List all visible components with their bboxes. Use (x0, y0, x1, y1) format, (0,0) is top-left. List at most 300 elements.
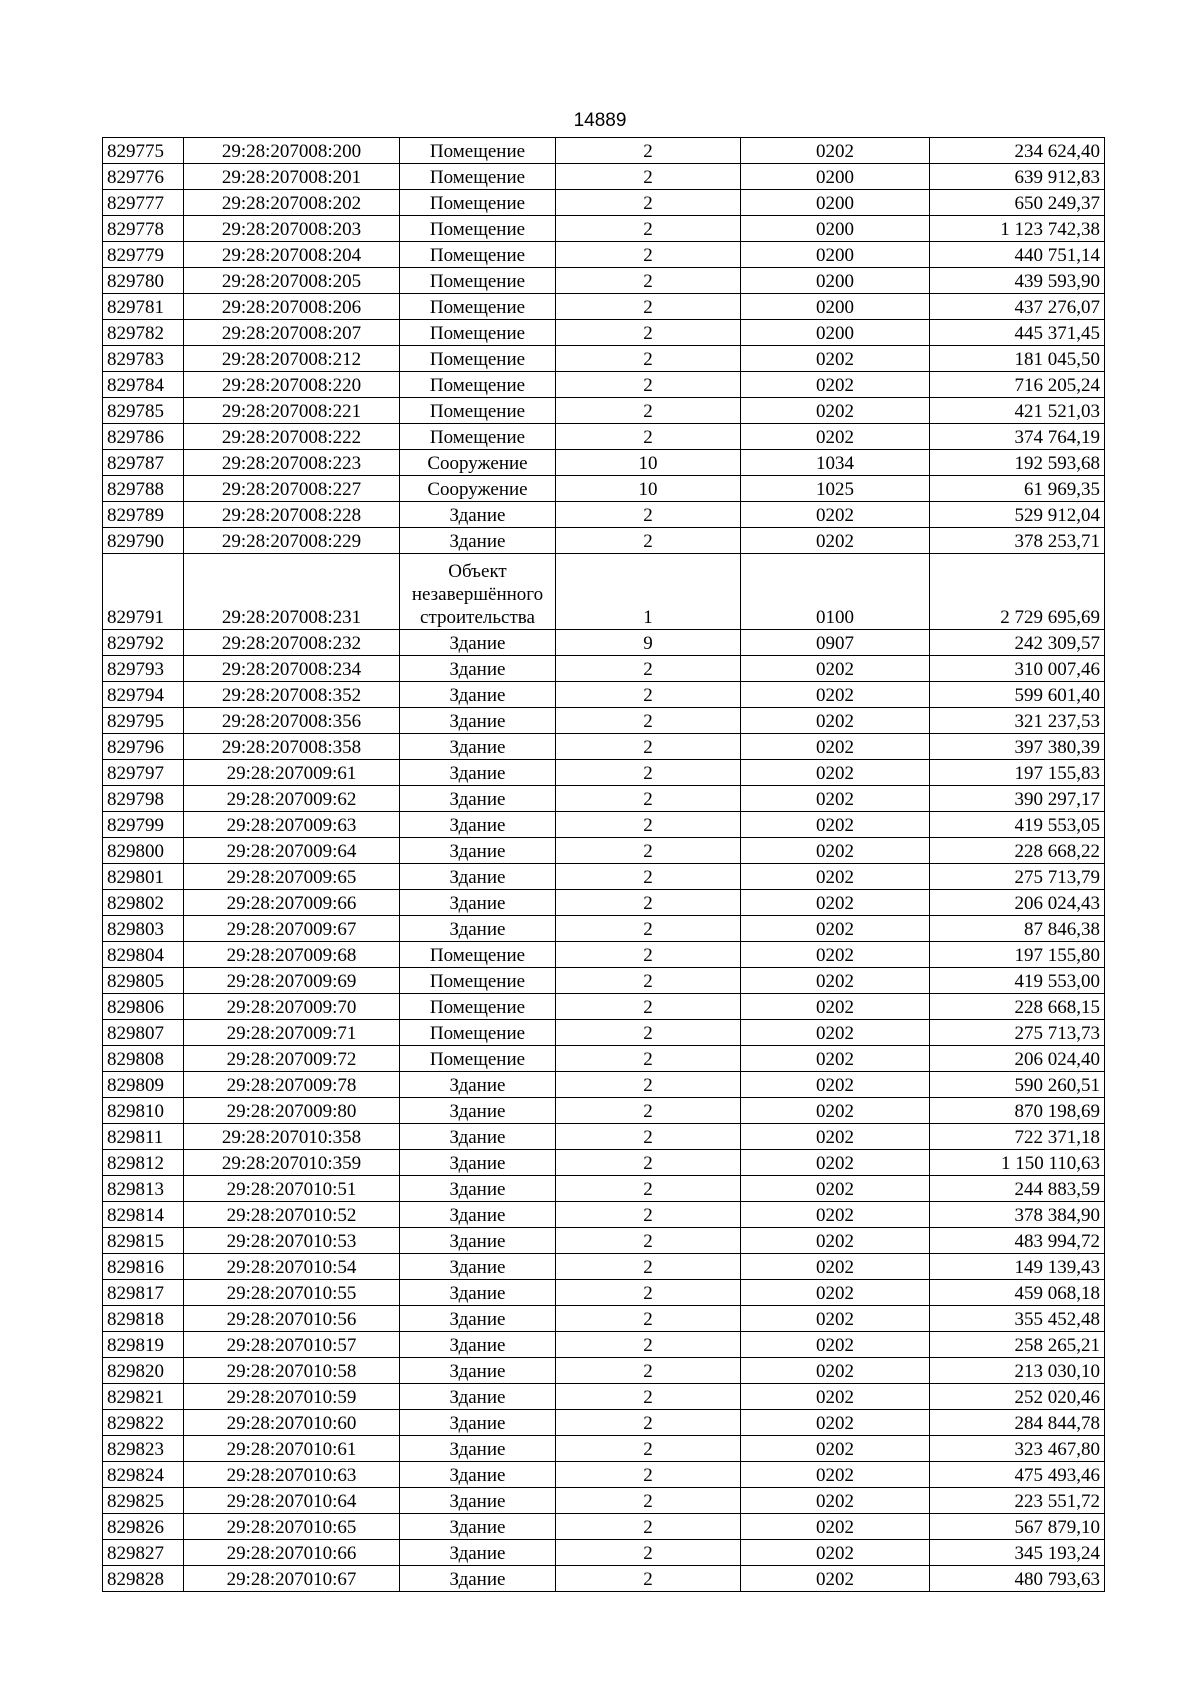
table-row (103, 1046, 1105, 1072)
table-row (103, 1332, 1105, 1358)
object-type-cell: Помещение (400, 968, 556, 994)
cadastral-number-cell: 29:28:207009:65 (184, 864, 400, 890)
row-id-cell: 829812 (103, 1150, 184, 1176)
table-row (103, 1410, 1105, 1436)
object-type-cell: Сооружение (400, 476, 556, 502)
table-row (103, 942, 1105, 968)
group-cell: 2 (556, 190, 741, 216)
cadastral-value-cell: 323 467,80 (930, 1436, 1105, 1462)
object-type-cell: Здание (400, 1098, 556, 1124)
object-type-cell: Здание (400, 916, 556, 942)
cadastral-value-cell: 258 265,21 (930, 1332, 1105, 1358)
table-row (103, 734, 1105, 760)
row-id-cell: 829814 (103, 1202, 184, 1228)
row-id-cell: 829782 (103, 320, 184, 346)
cadastral-number-cell: 29:28:207010:53 (184, 1228, 400, 1254)
object-type-cell: Помещение (400, 164, 556, 190)
subgroup-code-cell: 0202 (741, 1514, 930, 1540)
cadastral-number-cell: 29:28:207008:201 (184, 164, 400, 190)
subgroup-code-cell: 0202 (741, 1332, 930, 1358)
cadastral-value-cell: 475 493,46 (930, 1462, 1105, 1488)
cadastral-value-cell: 61 969,35 (930, 476, 1105, 502)
group-cell: 10 (556, 476, 741, 502)
group-cell: 2 (556, 968, 741, 994)
subgroup-code-cell: 0202 (741, 1306, 930, 1332)
subgroup-code-cell: 0200 (741, 242, 930, 268)
page-number: 14889 (573, 110, 627, 131)
table-row (103, 1254, 1105, 1280)
table-row (103, 1436, 1105, 1462)
row-id-cell: 829820 (103, 1358, 184, 1384)
table-row (103, 1098, 1105, 1124)
subgroup-code-cell: 0202 (741, 916, 930, 942)
row-id-cell: 829796 (103, 734, 184, 760)
row-id-cell: 829776 (103, 164, 184, 190)
object-type-cell: Объект незавершённого строительства (400, 554, 556, 630)
cadastral-value-cell: 590 260,51 (930, 1072, 1105, 1098)
object-type-cell: Помещение (400, 1020, 556, 1046)
cadastral-number-cell: 29:28:207009:78 (184, 1072, 400, 1098)
group-cell: 2 (556, 528, 741, 554)
cadastral-value-cell: 440 751,14 (930, 242, 1105, 268)
cadastral-value-cell: 87 846,38 (930, 916, 1105, 942)
row-id-cell: 829784 (103, 372, 184, 398)
cadastral-value-cell: 1 150 110,63 (930, 1150, 1105, 1176)
cadastral-value-cell: 870 198,69 (930, 1098, 1105, 1124)
object-type-cell: Здание (400, 682, 556, 708)
subgroup-code-cell: 0202 (741, 398, 930, 424)
subgroup-code-cell: 0202 (741, 708, 930, 734)
table-row (103, 528, 1105, 554)
group-cell: 2 (556, 216, 741, 242)
cadastral-value-cell: 355 452,48 (930, 1306, 1105, 1332)
table-row (103, 372, 1105, 398)
subgroup-code-cell: 0202 (741, 1228, 930, 1254)
row-id-cell: 829822 (103, 1410, 184, 1436)
row-id-cell: 829807 (103, 1020, 184, 1046)
subgroup-code-cell: 0202 (741, 372, 930, 398)
subgroup-code-cell: 0202 (741, 1280, 930, 1306)
table-row (103, 268, 1105, 294)
cadastral-value-cell: 228 668,22 (930, 838, 1105, 864)
subgroup-code-cell: 0200 (741, 216, 930, 242)
table-row (103, 1488, 1105, 1514)
cadastral-number-cell: 29:28:207010:359 (184, 1150, 400, 1176)
object-type-cell: Здание (400, 812, 556, 838)
cadastral-number-cell: 29:28:207008:228 (184, 502, 400, 528)
cadastral-number-cell: 29:28:207010:54 (184, 1254, 400, 1280)
cadastral-number-cell: 29:28:207008:205 (184, 268, 400, 294)
cadastral-value-cell: 716 205,24 (930, 372, 1105, 398)
object-type-cell: Помещение (400, 398, 556, 424)
cadastral-number-cell: 29:28:207010:58 (184, 1358, 400, 1384)
row-id-cell: 829804 (103, 942, 184, 968)
object-type-cell: Здание (400, 760, 556, 786)
object-type-cell: Здание (400, 786, 556, 812)
row-id-cell: 829806 (103, 994, 184, 1020)
row-id-cell: 829811 (103, 1124, 184, 1150)
cadastral-value-cell: 722 371,18 (930, 1124, 1105, 1150)
cadastral-number-cell: 29:28:207008:223 (184, 450, 400, 476)
cadastral-number-cell: 29:28:207008:203 (184, 216, 400, 242)
cadastral-value-cell: 599 601,40 (930, 682, 1105, 708)
group-cell: 2 (556, 1228, 741, 1254)
group-cell: 2 (556, 1020, 741, 1046)
cadastral-number-cell: 29:28:207010:64 (184, 1488, 400, 1514)
row-id-cell: 829816 (103, 1254, 184, 1280)
group-cell: 2 (556, 1540, 741, 1566)
cadastral-number-cell: 29:28:207009:63 (184, 812, 400, 838)
object-type-cell: Здание (400, 734, 556, 760)
cadastral-number-cell: 29:28:207009:80 (184, 1098, 400, 1124)
cadastral-value-cell: 437 276,07 (930, 294, 1105, 320)
cadastral-value-cell: 445 371,45 (930, 320, 1105, 346)
group-cell: 2 (556, 1358, 741, 1384)
object-type-cell: Здание (400, 1176, 556, 1202)
group-cell: 2 (556, 242, 741, 268)
cadastral-number-cell: 29:28:207008:356 (184, 708, 400, 734)
cadastral-number-cell: 29:28:207010:56 (184, 1306, 400, 1332)
group-cell: 2 (556, 1514, 741, 1540)
cadastral-value-cell: 206 024,43 (930, 890, 1105, 916)
subgroup-code-cell: 0202 (741, 1254, 930, 1280)
table-row (103, 1462, 1105, 1488)
cadastral-number-cell: 29:28:207008:204 (184, 242, 400, 268)
cadastral-value-cell: 1 123 742,38 (930, 216, 1105, 242)
group-cell: 10 (556, 450, 741, 476)
subgroup-code-cell: 0202 (741, 656, 930, 682)
object-type-cell: Здание (400, 528, 556, 554)
row-id-cell: 829781 (103, 294, 184, 320)
subgroup-code-cell: 0202 (741, 734, 930, 760)
row-id-cell: 829786 (103, 424, 184, 450)
cadastral-number-cell: 29:28:207009:62 (184, 786, 400, 812)
row-id-cell: 829802 (103, 890, 184, 916)
cadastral-number-cell: 29:28:207010:51 (184, 1176, 400, 1202)
subgroup-code-cell: 0100 (741, 554, 930, 630)
cadastral-value-cell: 639 912,83 (930, 164, 1105, 190)
group-cell: 2 (556, 294, 741, 320)
row-id-cell: 829797 (103, 760, 184, 786)
group-cell: 2 (556, 1176, 741, 1202)
object-type-cell: Здание (400, 1228, 556, 1254)
cadastral-value-cell: 390 297,17 (930, 786, 1105, 812)
row-id-cell: 829800 (103, 838, 184, 864)
table-row (103, 630, 1105, 656)
object-type-cell: Здание (400, 1514, 556, 1540)
object-type-cell: Здание (400, 630, 556, 656)
subgroup-code-cell: 0200 (741, 320, 930, 346)
cadastral-number-cell: 29:28:207008:220 (184, 372, 400, 398)
table-row (103, 1306, 1105, 1332)
table-row (103, 1384, 1105, 1410)
row-id-cell: 829815 (103, 1228, 184, 1254)
table-row (103, 1358, 1105, 1384)
row-id-cell: 829824 (103, 1462, 184, 1488)
table-row (103, 786, 1105, 812)
object-type-cell: Здание (400, 1488, 556, 1514)
row-id-cell: 829787 (103, 450, 184, 476)
group-cell: 2 (556, 1410, 741, 1436)
cadastral-number-cell: 29:28:207009:69 (184, 968, 400, 994)
object-type-cell: Сооружение (400, 450, 556, 476)
group-cell: 2 (556, 786, 741, 812)
cadastral-value-cell: 244 883,59 (930, 1176, 1105, 1202)
row-id-cell: 829783 (103, 346, 184, 372)
object-type-cell: Помещение (400, 994, 556, 1020)
table-row (103, 1514, 1105, 1540)
cadastral-number-cell: 29:28:207010:59 (184, 1384, 400, 1410)
subgroup-code-cell: 0202 (741, 1488, 930, 1514)
group-cell: 2 (556, 1150, 741, 1176)
subgroup-code-cell: 0202 (741, 838, 930, 864)
group-cell: 2 (556, 424, 741, 450)
subgroup-code-cell: 0202 (741, 1202, 930, 1228)
table-row (103, 1540, 1105, 1566)
table-row (103, 1202, 1105, 1228)
table-body (103, 138, 1105, 1592)
group-cell: 2 (556, 760, 741, 786)
cadastral-number-cell: 29:28:207008:206 (184, 294, 400, 320)
row-id-cell: 829793 (103, 656, 184, 682)
subgroup-code-cell: 1025 (741, 476, 930, 502)
subgroup-code-cell: 0200 (741, 268, 930, 294)
table-row (103, 864, 1105, 890)
row-id-cell: 829817 (103, 1280, 184, 1306)
object-type-cell: Здание (400, 1072, 556, 1098)
row-id-cell: 829798 (103, 786, 184, 812)
subgroup-code-cell: 0202 (741, 1462, 930, 1488)
group-cell: 2 (556, 942, 741, 968)
subgroup-code-cell: 0202 (741, 968, 930, 994)
cadastral-number-cell: 29:28:207008:207 (184, 320, 400, 346)
cadastral-value-cell: 197 155,83 (930, 760, 1105, 786)
table-row (103, 216, 1105, 242)
object-type-cell: Здание (400, 1254, 556, 1280)
table-row (103, 1072, 1105, 1098)
object-type-cell: Здание (400, 1280, 556, 1306)
object-type-cell: Здание (400, 1306, 556, 1332)
subgroup-code-cell: 0202 (741, 1566, 930, 1592)
cadastral-value-cell: 529 912,04 (930, 502, 1105, 528)
row-id-cell: 829825 (103, 1488, 184, 1514)
row-id-cell: 829791 (103, 554, 184, 630)
table-row (103, 502, 1105, 528)
cadastral-number-cell: 29:28:207008:221 (184, 398, 400, 424)
subgroup-code-cell: 0202 (741, 1358, 930, 1384)
table-row (103, 1176, 1105, 1202)
subgroup-code-cell: 0202 (741, 1384, 930, 1410)
subgroup-code-cell: 0202 (741, 1124, 930, 1150)
cadastral-number-cell: 29:28:207009:64 (184, 838, 400, 864)
cadastral-value-cell: 345 193,24 (930, 1540, 1105, 1566)
cadastral-number-cell: 29:28:207010:60 (184, 1410, 400, 1436)
table-row (103, 760, 1105, 786)
cadastral-value-cell: 2 729 695,69 (930, 554, 1105, 630)
cadastral-number-cell: 29:28:207008:229 (184, 528, 400, 554)
table-row (103, 1566, 1105, 1592)
cadastral-number-cell: 29:28:207008:234 (184, 656, 400, 682)
cadastral-value-cell: 242 309,57 (930, 630, 1105, 656)
object-type-cell: Помещение (400, 372, 556, 398)
group-cell: 2 (556, 708, 741, 734)
cadastral-value-cell: 421 521,03 (930, 398, 1105, 424)
cadastral-value-cell: 192 593,68 (930, 450, 1105, 476)
object-type-cell: Здание (400, 1462, 556, 1488)
group-cell: 2 (556, 656, 741, 682)
object-type-cell: Здание (400, 1410, 556, 1436)
table-row (103, 450, 1105, 476)
cadastral-value-cell: 223 551,72 (930, 1488, 1105, 1514)
table-row (103, 968, 1105, 994)
row-id-cell: 829813 (103, 1176, 184, 1202)
group-cell: 2 (556, 1332, 741, 1358)
table-row (103, 812, 1105, 838)
group-cell: 2 (556, 372, 741, 398)
object-type-cell: Здание (400, 838, 556, 864)
object-type-cell: Помещение (400, 190, 556, 216)
subgroup-code-cell: 0202 (741, 424, 930, 450)
object-type-cell: Здание (400, 502, 556, 528)
subgroup-code-cell: 0202 (741, 942, 930, 968)
row-id-cell: 829809 (103, 1072, 184, 1098)
table-row (103, 164, 1105, 190)
object-type-cell: Помещение (400, 1046, 556, 1072)
group-cell: 2 (556, 1280, 741, 1306)
object-type-cell: Помещение (400, 424, 556, 450)
group-cell: 2 (556, 346, 741, 372)
row-id-cell: 829818 (103, 1306, 184, 1332)
group-cell: 2 (556, 812, 741, 838)
object-type-cell: Помещение (400, 346, 556, 372)
object-type-cell: Здание (400, 708, 556, 734)
table-row (103, 1228, 1105, 1254)
cadastral-value-cell: 650 249,37 (930, 190, 1105, 216)
table-row (103, 994, 1105, 1020)
row-id-cell: 829779 (103, 242, 184, 268)
row-id-cell: 829823 (103, 1436, 184, 1462)
cadastral-number-cell: 29:28:207010:65 (184, 1514, 400, 1540)
row-id-cell: 829790 (103, 528, 184, 554)
cadastral-number-cell: 29:28:207010:55 (184, 1280, 400, 1306)
object-type-cell: Помещение (400, 216, 556, 242)
group-cell: 2 (556, 890, 741, 916)
cadastral-number-cell: 29:28:207009:66 (184, 890, 400, 916)
subgroup-code-cell: 0202 (741, 786, 930, 812)
cadastral-number-cell: 29:28:207008:358 (184, 734, 400, 760)
cadastral-value-cell: 378 253,71 (930, 528, 1105, 554)
table-row (103, 682, 1105, 708)
table-row (103, 554, 1105, 630)
cadastral-number-cell: 29:28:207008:202 (184, 190, 400, 216)
cadastral-value-cell: 228 668,15 (930, 994, 1105, 1020)
object-type-cell: Помещение (400, 138, 556, 164)
subgroup-code-cell: 0200 (741, 164, 930, 190)
row-id-cell: 829789 (103, 502, 184, 528)
table-row (103, 708, 1105, 734)
table-row (103, 890, 1105, 916)
group-cell: 2 (556, 1202, 741, 1228)
row-id-cell: 829777 (103, 190, 184, 216)
cadastral-number-cell: 29:28:207010:57 (184, 1332, 400, 1358)
row-id-cell: 829801 (103, 864, 184, 890)
cadastral-number-cell: 29:28:207009:71 (184, 1020, 400, 1046)
cadastral-value-cell: 483 994,72 (930, 1228, 1105, 1254)
subgroup-code-cell: 0202 (741, 1046, 930, 1072)
cadastral-number-cell: 29:28:207009:70 (184, 994, 400, 1020)
cadastral-value-table (102, 137, 1105, 1592)
group-cell: 2 (556, 1566, 741, 1592)
group-cell: 2 (556, 1306, 741, 1332)
cadastral-value-cell: 206 024,40 (930, 1046, 1105, 1072)
cadastral-number-cell: 29:28:207010:67 (184, 1566, 400, 1592)
subgroup-code-cell: 0202 (741, 682, 930, 708)
subgroup-code-cell: 0202 (741, 502, 930, 528)
group-cell: 2 (556, 1072, 741, 1098)
row-id-cell: 829794 (103, 682, 184, 708)
table-row (103, 1020, 1105, 1046)
cadastral-number-cell: 29:28:207008:232 (184, 630, 400, 656)
subgroup-code-cell: 0202 (741, 1540, 930, 1566)
cadastral-value-cell: 284 844,78 (930, 1410, 1105, 1436)
cadastral-value-cell: 419 553,00 (930, 968, 1105, 994)
subgroup-code-cell: 0202 (741, 812, 930, 838)
cadastral-number-cell: 29:28:207009:61 (184, 760, 400, 786)
group-cell: 2 (556, 320, 741, 346)
row-id-cell: 829799 (103, 812, 184, 838)
row-id-cell: 829780 (103, 268, 184, 294)
cadastral-number-cell: 29:28:207009:68 (184, 942, 400, 968)
group-cell: 2 (556, 864, 741, 890)
subgroup-code-cell: 1034 (741, 450, 930, 476)
group-cell: 2 (556, 734, 741, 760)
subgroup-code-cell: 0907 (741, 630, 930, 656)
subgroup-code-cell: 0202 (741, 864, 930, 890)
cadastral-value-cell: 397 380,39 (930, 734, 1105, 760)
cadastral-value-cell: 213 030,10 (930, 1358, 1105, 1384)
subgroup-code-cell: 0202 (741, 1410, 930, 1436)
row-id-cell: 829828 (103, 1566, 184, 1592)
cadastral-value-cell: 321 237,53 (930, 708, 1105, 734)
table-row (103, 1124, 1105, 1150)
group-cell: 2 (556, 682, 741, 708)
table-row (103, 242, 1105, 268)
cadastral-value-cell: 419 553,05 (930, 812, 1105, 838)
object-type-cell: Здание (400, 656, 556, 682)
cadastral-number-cell: 29:28:207008:231 (184, 554, 400, 630)
subgroup-code-cell: 0202 (741, 138, 930, 164)
cadastral-value-cell: 234 624,40 (930, 138, 1105, 164)
group-cell: 2 (556, 164, 741, 190)
object-type-cell: Здание (400, 864, 556, 890)
object-type-cell: Помещение (400, 320, 556, 346)
cadastral-value-cell: 181 045,50 (930, 346, 1105, 372)
table-row (103, 1280, 1105, 1306)
table-row (103, 346, 1105, 372)
row-id-cell: 829821 (103, 1384, 184, 1410)
group-cell: 2 (556, 268, 741, 294)
subgroup-code-cell: 0200 (741, 294, 930, 320)
object-type-cell: Здание (400, 1566, 556, 1592)
row-id-cell: 829805 (103, 968, 184, 994)
object-type-cell: Здание (400, 1150, 556, 1176)
group-cell: 1 (556, 554, 741, 630)
object-type-cell: Помещение (400, 242, 556, 268)
group-cell: 2 (556, 1098, 741, 1124)
subgroup-code-cell: 0202 (741, 528, 930, 554)
cadastral-value-cell: 439 593,90 (930, 268, 1105, 294)
object-type-cell: Помещение (400, 268, 556, 294)
